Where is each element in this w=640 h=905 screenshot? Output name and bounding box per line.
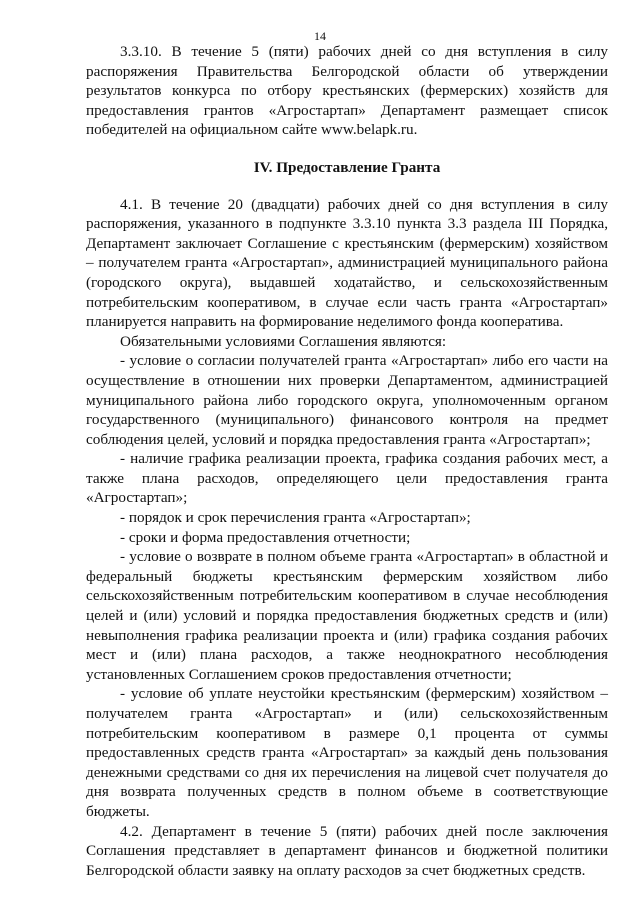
section-title: IV. Предоставление Гранта [253,158,441,176]
condition-item: - сроки и форма предоставления отчетности; [120,528,411,546]
condition-item: - порядок и срок перечисления гранта «Агростартап»; [120,509,471,527]
condition-item: - условие о согласии получателей гранта «Агростартап» либо его части на осуществление в отношении них проверки Департаментом, администрацией муниципального района либо городского округа, уполномоченным органом государственного (муниципального) финансового контроля на предмет соблюдения целей, условий и порядка предоставления гранта «Агростартап»; [86,352,608,448]
page-number: 14 [314,29,326,43]
condition-item: - наличие графика реализации проекта, графика создания рабочих мест, а также плана расходов, определяющего цели предоставления гранта «Агростартап»; [86,450,608,507]
condition-item: - условие об уплате неустойки крестьянским (фермерским) хозяйством – получателем гранта «Агростартап» и (или) сельскохозяйственным потребительским кооперативом в размере 0,1 процента от суммы предоставленных средств гранта «Агростартап» за каждый день пользования денежными средствами со дня их перечисления на лицевой счет получателя до дня возврата полученных средств в полном объеме в соответствующие бюджеты. [86,685,608,820]
document-body [86,42,608,880]
condition-item: - условие о возврате в полном объеме гранта «Агростартап» в областной и федеральный бюджеты крестьянским фермерским хозяйством либо сельскохозяйственным потребительским кооперативом в случае несоблюдения целей и (или) условий и порядка предоставления бюджетных средств и (или) невыполнения графика реализации проекта и (или) графика создания рабочих мест и (или) плана расходов, а также неоднократного несоблюдения установленных Соглашением сроков предоставления отчетности; [86,548,608,683]
conditions-intro: Обязательными условиями Соглашения являются: [120,332,447,350]
clause-3-3-10: 3.3.10. В течение 5 (пяти) рабочих дней со дня вступления в силу распоряжения Правительства Белгородской области об утверждении результатов конкурса по отбору крестьянских (фермерских) хозяйств для предоставления грантов «Агростартап» Департамент размещает список победителей на официальном сайте www.belapk.ru. [86,43,608,139]
conditions-list [86,351,608,821]
clause-4-1: 4.1. В течение 20 (двадцати) рабочих дней со дня вступления в силу распоряжения, указанного в подпункте 3.3.10 пункта 3.3 раздела III Порядка, Департамент заключает Соглашение с крестьянским (фермерским) хозяйством – получателем гранта «Агростартап», администрацией муниципального района (городского округа), выдавшей ходатайство, и сельскохозяйственным потребительским кооперативом, в случае если часть гранта «Агростартап» планируется направить на формирование неделимого фонда кооператива. [86,195,608,331]
clause-4-2: 4.2. Департамент в течение 5 (пяти) рабочих дней после заключения Соглашения представляет в департамент финансов и бюджетной политики Белгородской области заявку на оплату расходов за счет бюджетных средств. [86,822,608,879]
